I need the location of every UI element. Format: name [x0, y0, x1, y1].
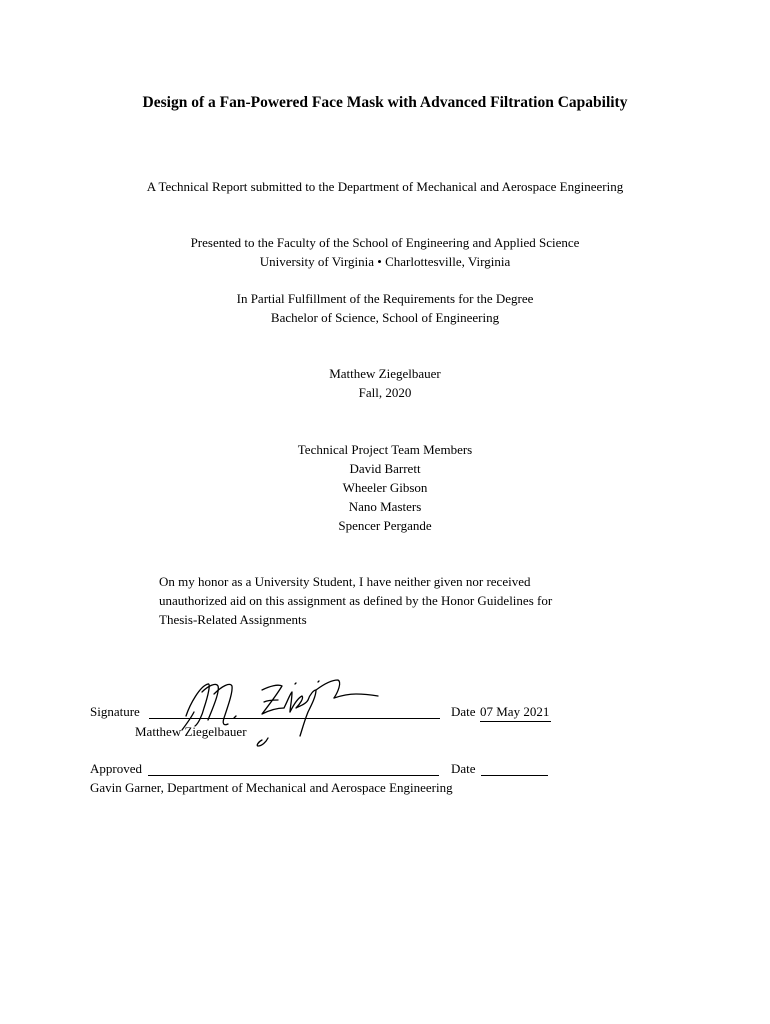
approval-date-label: Date [451, 761, 476, 776]
team-heading: Technical Project Team Members [297, 442, 473, 457]
signature-date-label: Date [451, 704, 476, 719]
approval-line [148, 775, 439, 776]
honor-pledge [159, 572, 609, 629]
honor-line-2: unauthorized aid on this assignment as defined by the Honor Guidelines for [159, 593, 553, 608]
signature-date-value: 07 May 2021 [480, 702, 551, 722]
signer-name: Matthew Ziegelbauer [135, 724, 247, 739]
team-member: Spencer Pergande [338, 518, 432, 533]
approver-name: Gavin Garner, Department of Mechanical and Aerospace Engineering [90, 780, 453, 795]
fulfillment-line-2: Bachelor of Science, School of Engineering [270, 310, 500, 325]
team-member: Nano Masters [348, 499, 422, 514]
honor-line-3: Thesis-Related Assignments [159, 612, 307, 627]
report-title: Design of a Fan-Powered Face Mask with Advanced Filtration Capability [142, 94, 628, 111]
team-member: David Barrett [349, 461, 421, 476]
fulfillment-line-1: In Partial Fulfillment of the Requirements for the Degree [236, 291, 534, 306]
submission-statement: A Technical Report submitted to the Department of Mechanical and Aerospace Engineering [146, 179, 624, 194]
signature-label: Signature [90, 704, 140, 719]
team-members-list [0, 440, 770, 535]
approved-label: Approved [90, 761, 142, 776]
author-name: Matthew Ziegelbauer [329, 366, 441, 381]
presented-line-1: Presented to the Faculty of the School of Engineering and Applied Science [190, 235, 580, 250]
approval-date-line [481, 775, 548, 776]
presented-line-2: University of Virginia • Charlottesville, Virginia [259, 254, 511, 269]
honor-line-1: On my honor as a University Student, I have neither given nor received [159, 574, 531, 589]
team-member: Wheeler Gibson [342, 480, 428, 495]
author-term: Fall, 2020 [358, 385, 412, 400]
